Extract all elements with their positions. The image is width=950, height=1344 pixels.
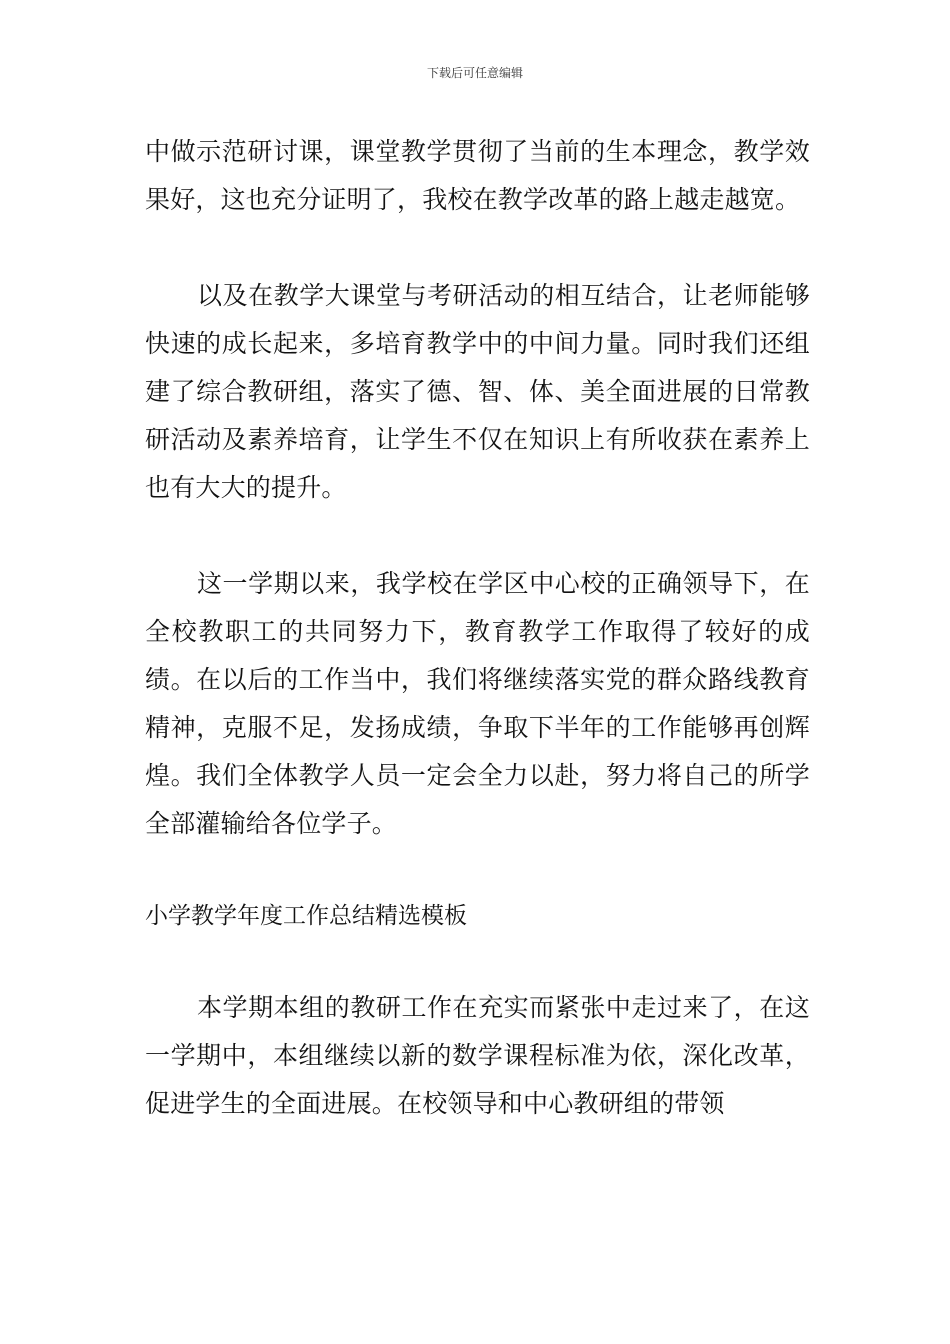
paragraph-continuation: 中做示范研讨课，课堂教学贯彻了当前的生本理念，教学效果好，这也充分证明了，我校在教学改革的路上越走越宽。 [145,137,810,214]
page-header-note: 下载后可任意编辑 [426,66,523,80]
paragraph-math-group: 本学期本组的教研工作在充实而紧张中走过来了，在这一学期中，本组继续以新的数学课程标准为依，深化改革，促进学生的全面进展。在校领导和中心教研组的带领 [145,993,810,1118]
document-body [145,128,810,1128]
section-title: 小学教学年度工作总结精选模板 [145,903,467,929]
paragraph-semester-summary: 这一学期以来，我学校在学区中心校的正确领导下，在全校教职工的共同努力下，教育教学工作取得了较好的成绩。在以后的工作当中，我们将继续落实党的群众路线教育精神，克服不足，发扬成绩，争取下半年的工作能够再创辉煌。我们全体教学人员一定会全力以赴，努力将自己的所学全部灌输给各位学子。 [145,569,810,838]
paragraph-teaching-research: 以及在教学大课堂与考研活动的相互结合，让老师能够快速的成长起来，多培育教学中的中间力量。同时我们还组建了综合教研组，落实了德、智、体、美全面进展的日常教研活动及素养培育，让学生不仅在知识上有所收获在素养上也有大大的提升。 [145,281,810,502]
paragraph-gap [145,940,810,984]
paragraph-gap [145,848,810,892]
paragraph-gap [145,512,810,560]
paragraph-gap [145,224,810,272]
